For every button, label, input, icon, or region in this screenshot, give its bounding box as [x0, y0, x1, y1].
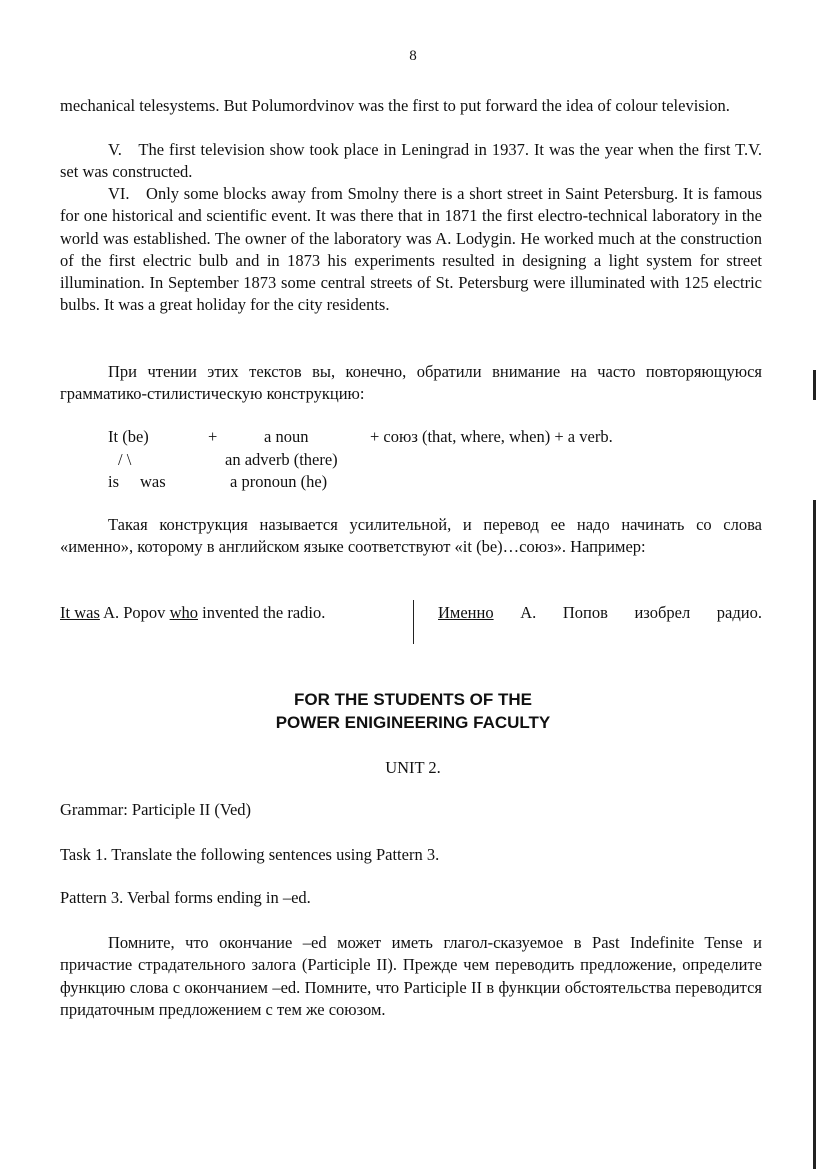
- example-imenno: Именно: [438, 603, 494, 622]
- formula-plus: +: [208, 427, 218, 446]
- section-heading-line2: POWER ENIGINEERING FACULTY: [275, 713, 551, 732]
- example-divider: [413, 600, 414, 644]
- example-english: It was A. Popov who invented the radio.: [60, 603, 326, 622]
- formula-branches: / \: [118, 450, 132, 469]
- paragraph-emphatic-explanation: Такая конструкция называется усилительной, и перевод ее надо начинать со слова «именно», которому в английском языке соответствуют «it (be)…союз». Например:: [60, 515, 762, 557]
- formula-an-adverb: an adverb (there): [225, 450, 338, 469]
- formula-a-noun: a noun: [264, 427, 309, 446]
- grammar-line: Grammar: Participle II (Ved): [60, 800, 252, 819]
- pattern-line: Pattern 3. Verbal forms ending in –ed.: [60, 888, 311, 907]
- paragraph-vi: VI. Only some blocks away from Smolny there is a short street in Saint Petersburg. It is famous for one historical and scientific event. It was there that in 1871 the first electro-technical laboratory in the world was established. The owner of the laboratory was A. Lodygin. He worked much at the construction of the first electric bulb and in 1873 his experiments resulted in designing a light system for street illumination. In September 1873 some central streets of St. Petersburg were illuminated with 125 electric bulbs. It was a great holiday for the city residents.: [60, 184, 762, 315]
- task-line: Task 1. Translate the following sentences using Pattern 3.: [60, 845, 440, 864]
- formula-a-pronoun: a pronoun (he): [230, 472, 328, 491]
- page-number: 8: [409, 48, 417, 64]
- formula-tail: + союз (that, where, when) + a verb.: [370, 427, 613, 446]
- paragraph-participle-note: Помните, что окончание –ed может иметь глагол-сказуемое в Past Indefinite Tense и причастие страдательного залога (Participle II). Прежде чем переводить предложение, определите функцию слова с окончанием –ed. Помните, что Participle II в функции обстоятельства переводится придаточным предложением с тем же союзом.: [60, 933, 762, 1019]
- formula-it-be: It (be): [108, 427, 149, 446]
- example-russian: Именно А. Попов изобрел радио.: [438, 603, 762, 622]
- paragraph-v: V. The first television show took place in Leningrad in 1937. It was the year when the first T.V. set was constructed.: [60, 140, 762, 182]
- paragraph-construction-intro: При чтении этих текстов вы, конечно, обратили внимание на часто повторяющуюся грамматико-стилистическую конструкцию:: [60, 362, 762, 404]
- scan-edge-mark: [813, 370, 816, 400]
- formula-was: was: [140, 472, 166, 491]
- example-who: who: [169, 603, 198, 622]
- example-it-was: It was: [60, 603, 100, 622]
- section-heading-line1: FOR THE STUDENTS OF THE: [294, 690, 532, 709]
- formula-is: is: [108, 472, 120, 491]
- unit-title: UNIT 2.: [385, 758, 441, 777]
- scan-edge-mark: [813, 500, 816, 1169]
- paragraph-colour-tv: mechanical telesystems. But Polumordvinov was the first to put forward the idea of colour television.: [60, 96, 730, 115]
